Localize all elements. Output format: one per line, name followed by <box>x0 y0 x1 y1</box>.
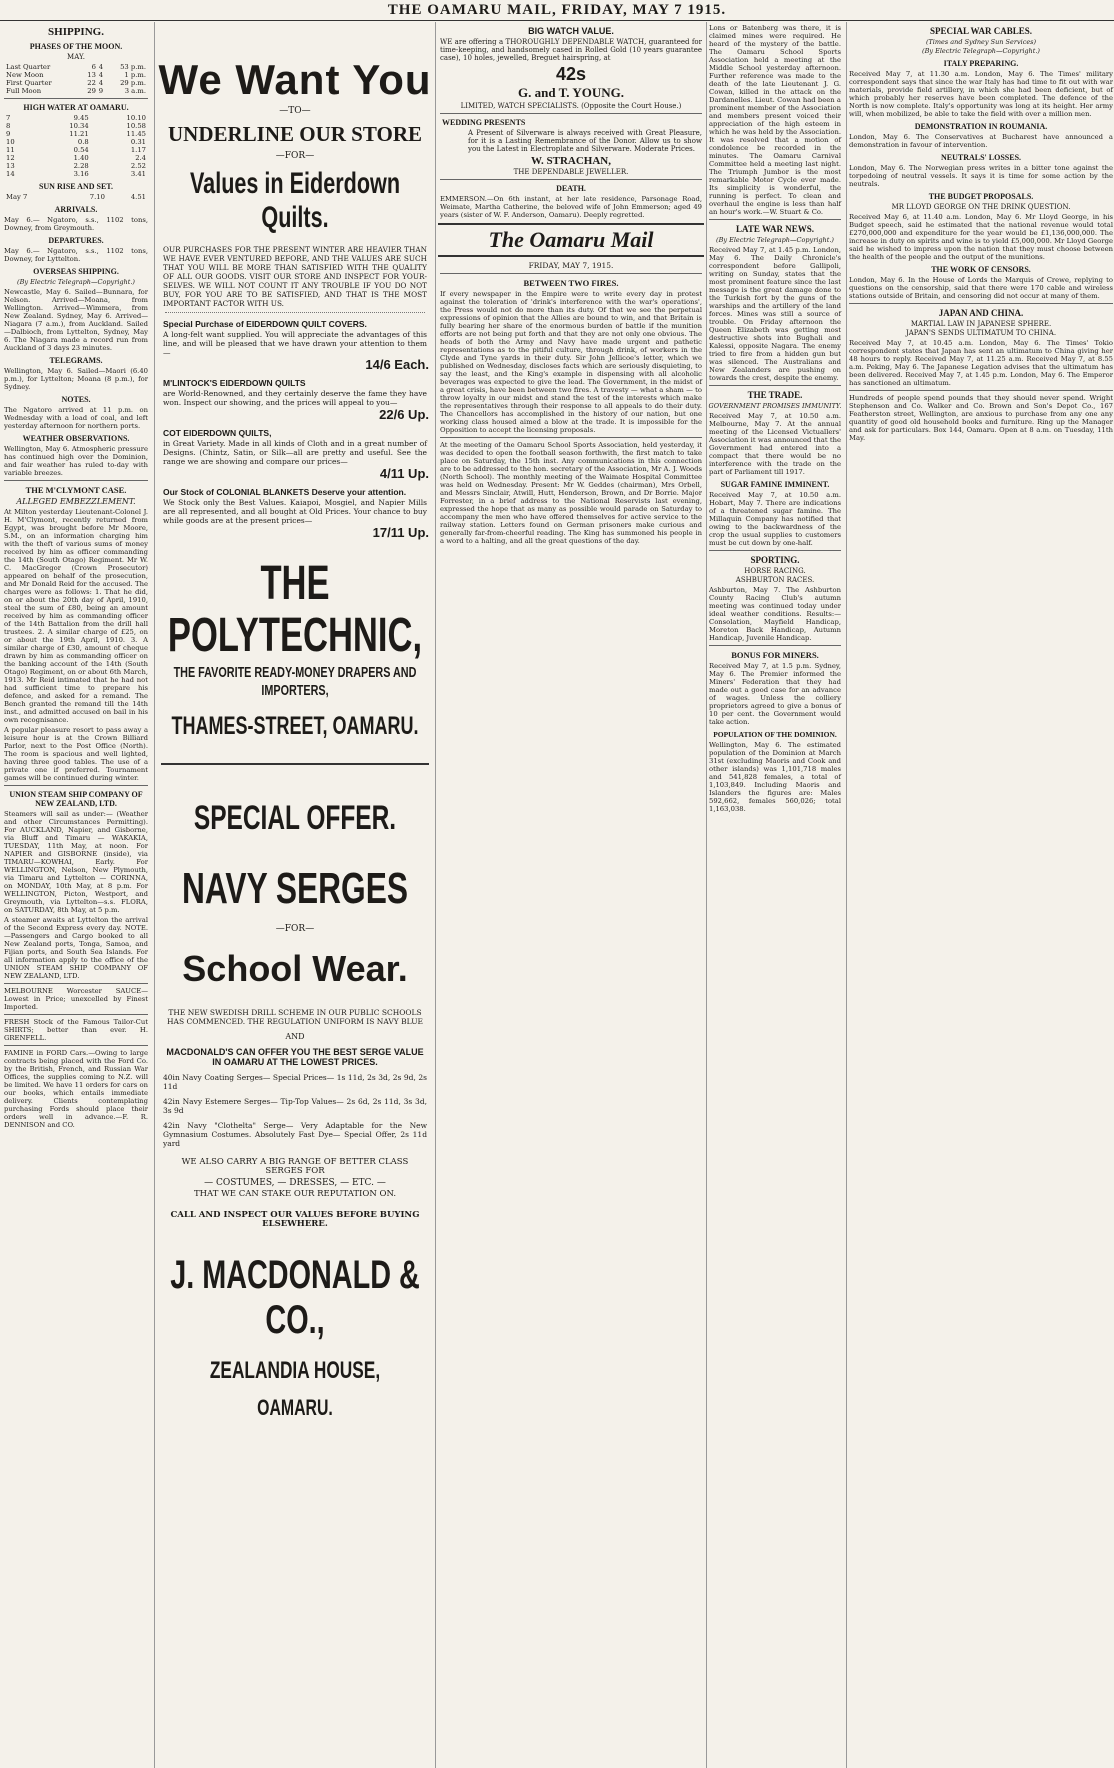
neutral-heading: NEUTRALS' LOSSES. <box>940 153 1022 162</box>
japan-text: Received May 7, at 10.45 a.m. London, May 6. The Times' Tokio correspondent states that Japan has sent an ultimatum to China giving her 48 hours to reply. Received May 7, at 11.25 a.m. Received May 7, at 8.55 a.m. Peking, May 6. The Japanese Legation advises that the ultimatum has been delivered. Received May 7, at 1.45 p.m. London, May 6. The Emperor has sanctioned an ultimatum. <box>849 339 1113 387</box>
item2-text: are World-Renowned, and they certainly deserve the fame they have won. Inspect our showing, and the prices will appeal to you— <box>163 389 427 407</box>
table-row <box>6 79 146 87</box>
table-row <box>6 170 146 178</box>
serge-line-2: 42in Navy Estemere Serges— Tip-Top Values— 2s 6d, 2s 11d, 3s 3d, 3s 9d <box>163 1097 427 1115</box>
young-name: G. and T. YOUNG. <box>518 85 624 100</box>
cables-heading: SPECIAL WAR CABLES. <box>929 26 1033 36</box>
tide-am: 2.28 <box>73 162 89 170</box>
death-heading: DEATH. <box>556 184 586 193</box>
watch-text: WE are offering a THOROUGHLY DEPENDABLE WATCH, guaranteed for time-keeping, and handsomely cased in Rolled Gold (10 years guarantee case), 10 holes, jewelled, Breguet hairspring, at <box>440 38 702 62</box>
table-row <box>6 63 146 71</box>
divider <box>4 983 148 984</box>
macdonald-name: J. MACDONALD & CO., <box>170 1253 420 1342</box>
fresh-ad: FRESH Stock of the Famous Tailor-Cut SHIRTS; better than ever. H. GRENFELL. <box>4 1018 148 1042</box>
sun-rise: 7.10 <box>89 193 105 201</box>
item2-price: 22/6 Up. <box>379 407 429 422</box>
navy-serges: NAVY SERGES <box>182 864 408 913</box>
case-sub: ALLEGED EMBEZZLEMENT. <box>16 497 136 506</box>
melbourne-ad: MELBOURNE Worcester SAUCE— Lowest in Price; unexcelled by Finest Imported. <box>4 987 148 1011</box>
death-text: EMMERSON.—On 6th instant, at her late residence, Parsonage Road, Weimate, Martha Catherine, the beloved wife of John Emmerson; aged 49 years (sister of W. F. Anderson, Oamaru). Deeply regretted. <box>440 195 702 219</box>
continued-text: Lons or Batenberg was there, it is claimed mines were required. He heard of the mystery of the battle. The Oamaru School Sports Association held a meeting at the Middle School yesterday afternoon. Further reference was made to the death of the late Lieutenant J. G. Cowan, killed in the attack on the Dardanelles. Lieut. Cowan had been a prominent member of the Association and members present voiced their appreciation of the high esteem in which he was held by the Association. It was resolved that a motion of condolence be recorded in the minutes. The Oamaru Carnival Committee held a meeting last night. The Triumph Jumbor is the most remarkable Motor Cycle ever made. Its simplicity is wonderful, the running is perfect. To clean and overhaul the engine is less than half an hour's work.—W. Stuart & Co. <box>709 24 841 216</box>
arrivals-heading: ARRIVALS. <box>54 205 98 214</box>
japan-heading: JAPAN AND CHINA. <box>938 308 1024 318</box>
moon-heading: PHASES OF THE MOON. <box>29 42 123 51</box>
table-row <box>6 162 146 170</box>
special-offer: SPECIAL OFFER. <box>193 799 397 837</box>
racing-text: Ashburton, May 7. The Ashburton County Racing Club's autumn meeting was continued today under ideal weather conditions. Results:— Consolation, Mayfield Handicap, Moreton Back Handicap, Autumn Handicap, Juvenile Handicap. <box>709 586 841 642</box>
divider <box>4 785 148 786</box>
case-text: At Milton yesterday Lieutenant-Colonel J. H. M'Clymont, recently returned from Egypt, was brought before Mr Moore, S.M., on an information charging him with the theft of various sums of money received by him as officer commanding the 14th (South Otago) Regiment. Mr W. C. MacGregor (Crown Prosecutor) appeared on behalf of the prosecution, and Mr Donald Reid for the accused. The charges were as follows: 1. That he did, on or about the 20th day of April, 1910, steal the sum of £80, being an amount received by him as commanding officer of the 14th Battalion from the drill hall trustees. 2. A similar charge of £25, on or about the 19th April, 1910. 3. A similar charge of £30, amount of cheque drawn by him as commanding officer on the banking account of the 14th (South Otago) Regiment, on or about 6th March, 1913. Mr Reid intimated that he had not had sufficient time to prepare his defence, and asked for a remand. The Bench granted the remand till the 14th inst., and admitted accused on bail in his own recognisance. <box>4 508 148 724</box>
tide-am: 10.34 <box>69 122 89 130</box>
table-row <box>6 154 146 162</box>
budget-sub: MR LLOYD GEORGE ON THE DRINK QUESTION. <box>891 203 1071 211</box>
divider <box>709 385 841 386</box>
moon-min: 1 p.m. <box>124 71 146 79</box>
population-text: Wellington, May 6. The estimated population of the Dominion at March 31st (excluding Maoris and Cook and other islands) was 1,101,718 males and 541,828 females, a total of 1,103,849. Including Maoris and Islanders the figures are: Males 592,662, females 560,026; total 1,163,038. <box>709 741 841 813</box>
romania-text: London, May 6. The Conservatives at Bucharest have announced a demonstration in favour of intervention. <box>849 133 1113 149</box>
item3-text: in Great Variety. Made in all kinds of Cloth and in a great number of Designs. (Chintz, Satin, or Silk—all are pretty and useful. See the range we are showing and compare our prices— <box>163 439 427 466</box>
store-name: THE POLYTECHNIC, <box>167 557 423 662</box>
table-row <box>6 71 146 79</box>
column-advertisements <box>154 22 436 1768</box>
tide-day: 14 <box>6 170 15 178</box>
telegrams-heading: TELEGRAMS. <box>49 356 103 365</box>
tide-day: 9 <box>6 130 11 138</box>
wedding-heading: WEDDING PRESENTS <box>442 118 526 127</box>
trade-sub: GOVERNMENT PROMISES IMMUNITY. <box>708 402 842 410</box>
item3-price: 4/11 Up. <box>379 466 429 481</box>
tide-pm: 2.4 <box>135 154 146 162</box>
sun-table <box>6 193 146 201</box>
local-news-text: At the meeting of the Oamaru School Sports Association, held yesterday, it was decided to open the football season forthwith, the first match to take place on Saturday, the 15th inst. Any communications in this connection are to be addressed to the hon. secretary of the Association, Mr A. J. Woods (North School). The monthly meeting of the Waimate Hospital Committee was held on Wednesday. Present: Mr W. Geddes (chairman), Mrs Orbell, and Messrs Sinclair, Atwill, Hutt, Henderson, Brown, and Dr Borrie. Major Forrester, in a brief address to the National Reservists last evening, expressed the hope that as many as possible would parade on Saturday to accompany the men who have offered themselves for active service to the railway station. Letters found on German prisoners make curious and generally far-from-cheerful reading. The King has summoned his people in a word to a halting, and all the great questions of the day. <box>440 441 702 545</box>
notes-text: The Ngatoro arrived at 11 p.m. on Wednesday with a load of coal, and left yesterday afternoon for northern ports. <box>4 406 148 430</box>
range-text: WE ALSO CARRY A BIG RANGE OF BETTER CLASS SERGES FOR <box>181 1157 409 1176</box>
departures-text: May 6.— Ngatoro, s.s., 1102 tons, Downey, for Lyttelton. <box>4 247 148 263</box>
sun-heading: SUN RISE AND SET. <box>38 182 114 191</box>
moon-hour: 4 <box>98 63 104 71</box>
italy-heading: ITALY PREPARING. <box>943 59 1019 68</box>
wedding-text: A Present of Silverware is always received with Great Pleasure, for it is a Lasting Remembrance of the Donor. Allow us to show you the Latest in Electroplate and Silverware. Moderate Prices. <box>468 129 702 153</box>
notes-heading: NOTES. <box>61 395 91 404</box>
cables-sub-2: (By Electric Telegraph—Copyright.) <box>922 47 1040 55</box>
moon-day: 6 <box>91 63 96 71</box>
masthead <box>0 0 1114 21</box>
shipping-heading: SHIPPING. <box>48 26 104 38</box>
moon-month: MAY. <box>67 53 85 61</box>
table-row <box>6 122 146 130</box>
paper-name: The Oamaru Mail <box>438 223 704 257</box>
serge-line-1: 40in Navy Coating Serges— Special Prices— 1s 11d, 2s 3d, 2s 9d, 2s 11d <box>163 1073 427 1091</box>
item3-heading: COT EIDERDOWN QUILTS, <box>163 428 272 438</box>
budget-text: Received May 6, at 11.40 a.m. London, May 6. Mr Lloyd George, in his Budget speech, said he estimated that the national revenue would total £270,000,000 and expenditure for the year would be £1,136,000,000. The increase in duty on spirits and wine is to yield £5,000,000. Mr Lloyd George said he wished to impress upon the nation that they must choose between the health of the people and the output of the munitions. <box>849 213 1113 261</box>
paper-date: FRIDAY, MAY 7, 1915. <box>528 261 614 270</box>
tide-am: 9.45 <box>73 114 89 122</box>
sun-set: 4.51 <box>130 193 146 201</box>
late-war-heading: LATE WAR NEWS. <box>736 224 814 234</box>
inspect-text: CALL AND INSPECT OUR VALUES BEFORE BUYING ELSEWHERE. <box>170 1210 420 1229</box>
overseas-text: Newcastle, May 6. Sailed—Bunnara, for Nelson. Arrived—Moana, from Wellington. Arrived—Wimmera, from New Zealand. Sydney, May 6. Arrived—Niagara (7 a.m.), from Auckland. Sailed—Dalbioch, from Lyttelton, Sydney, May 6. The Niagara made a record run from Auckland of 3 days 23 minutes. <box>4 288 148 352</box>
arrivals-text: May 6.— Ngatoro, s.s., 1102 tons, Downey, from Greymouth. <box>4 216 148 232</box>
racing-heading: HORSE RACING. <box>744 567 806 575</box>
table-row <box>6 193 146 201</box>
tide-day: 13 <box>6 162 15 170</box>
sun-date: May 7 <box>6 193 28 201</box>
item4-text: We Stock only the Best Values. Kaiapoi, Mosgiel, and Napier Mills are all represented, and all bought at Old Prices. Your chance to buy while goods are at the present prices— <box>163 498 427 525</box>
tide-pm: 3.41 <box>130 170 146 178</box>
japan-sub-2: JAPAN'S SENDS ULTIMATUM TO CHINA. <box>905 329 1057 337</box>
moon-min: 3 a.m. <box>124 87 146 95</box>
table-row <box>6 87 146 95</box>
population-heading: POPULATION OF THE DOMINION. <box>713 730 837 739</box>
bonus-heading: BONUS FOR MINERS. <box>731 650 819 660</box>
costumes-text: — COSTUMES, — DRESSES, — ETC. — <box>204 1178 386 1188</box>
divider <box>4 480 148 481</box>
divider <box>4 1045 148 1046</box>
table-row <box>6 138 146 146</box>
strachan-sub: THE DEPENDABLE JEWELLER. <box>513 168 629 176</box>
column-war-cables <box>846 22 1114 1768</box>
moon-min: 29 p.m. <box>120 79 146 87</box>
to-label: —TO— <box>279 106 311 116</box>
table-row <box>6 114 146 122</box>
serge-line-3: 42in Navy "Clothelta" Serge— Very Adaptable for the New Gymnasium Costumes. Absolutely Fast Dye— Special Offer, 2s 11d yard <box>163 1121 427 1148</box>
tide-pm: 2.52 <box>130 162 146 170</box>
moon-phase: Full Moon <box>6 87 42 95</box>
oamaru-label: OAMARU. <box>257 1395 333 1420</box>
tide-pm: 11.45 <box>126 130 146 138</box>
table-row <box>6 146 146 154</box>
overseas-heading: OVERSEAS SHIPPING. <box>33 267 119 276</box>
divider <box>849 303 1113 304</box>
italy-text: Received May 7, at 11.30 a.m. London, May 6. The Times' military correspondent says that since the war Italy has had time to fit out with war materials, provide field artillery, in which she had been deficient, but of which probably her reserves have been completed. The defence of the North is now complete. Italy's opportunity was long at its height. Her army will, when mobilized, be able to take the field with over a million men. <box>849 70 1113 118</box>
item1-heading: Special Purchase of EIDERDOWN QUILT COVERS. <box>163 319 367 329</box>
moon-min: 53 p.m. <box>120 63 146 71</box>
tide-am: 0.8 <box>77 138 89 146</box>
censor-heading: THE WORK OF CENSORS. <box>931 265 1031 274</box>
and-label: AND <box>285 1032 305 1041</box>
divider <box>709 219 841 220</box>
table-row <box>6 130 146 138</box>
divider <box>4 98 148 99</box>
tide-heading: HIGH WATER AT OAMARU. <box>23 103 129 112</box>
departures-heading: DEPARTURES. <box>48 236 104 245</box>
ashburton-heading: ASHBURTON RACES. <box>735 576 815 584</box>
moon-phase: Last Quarter <box>6 63 51 71</box>
late-war-sub: (By Electric Telegraph—Copyright.) <box>716 236 834 244</box>
tide-day: 11 <box>6 146 15 154</box>
trade-heading: THE TRADE. <box>747 390 803 400</box>
for-label-2: —FOR— <box>275 924 315 934</box>
watch-price: 42s <box>555 64 587 84</box>
masthead-title: THE OAMARU MAIL, FRIDAY, MAY 7 1915. <box>387 1 727 18</box>
item2-heading: M'LINTOCK'S EIDERDOWN QUILTS <box>163 378 306 388</box>
tide-am: 11.21 <box>69 130 89 138</box>
moon-table <box>6 63 146 95</box>
moon-hour: 4 <box>98 79 104 87</box>
usco-text: Steamers will sail as under:— (Weather and other Circumstances Permitting). For AUCKLAND, Napier, and Gisborne, via Bluff and Timaru — WAKAKIA, TUESDAY, 11th May, at noon. For NAPIER and GISBORNE (inside), via TIMARU—KOWHAI, Early. For WELLINGTON, Nelson, New Plymouth, via Timaru and Lyttelton — CORINNA, on MONDAY, 10th May, at 8 p.m. For WELLINGTON, Picton, Westport, and Greymouth, via Lyttelton—s.s. FLORA, on SATURDAY, 8th May, at 5 p.m. <box>4 810 148 914</box>
bonus-text: Received May 7, at 1.5 p.m. Sydney, May 6. The Premier informed the Miners' Federation that they had made out a good case for an advance of wages. Unless the colliery proprietors agreed to give a bonus of 10 per cent. the Government would take action. <box>709 662 841 726</box>
steamer-text: A steamer awaits at Lyttelton the arrival of the Second Express every day. NOTE.—Passengers and Cargo booked to all New Zealand ports, Tonga, Samoa, and Fijian ports, and South Sea Islands. For all information apply to the office of the UNION STEAM SHIP COMPANY OF NEW ZEALAND, LTD. <box>4 916 148 980</box>
divider <box>440 273 702 274</box>
moon-day: 29 <box>87 87 96 95</box>
overseas-sub: (By Electric Telegraph—Copyright.) <box>17 278 135 286</box>
romania-heading: DEMONSTRATION IN ROUMANIA. <box>914 122 1048 131</box>
for-label: —FOR— <box>275 151 315 161</box>
telegrams-text: Wellington, May 6. Sailed—Maori (6.40 p.m.), for Lyttelton; Moana (8 p.m.), for Sydney. <box>4 367 148 391</box>
weather-text: Wellington, May 6. Atmospheric pressure has continued high over the Dominion, and fair weather has ruled to-day with variable breezes. <box>4 445 148 477</box>
tide-day: 7 <box>6 114 11 122</box>
sugar-text: Received May 7, at 10.50 a.m. Hobart, May 7. There are indications of a threatened sugar famine. The Millaquin Company has notified that owing to the backwardness of the crop the usual supplies to customers must be cut down by one-half. <box>709 491 841 547</box>
moon-hour: 9 <box>98 87 104 95</box>
young-sub: LIMITED, WATCH SPECIALISTS. (Opposite the Court House.) <box>460 102 682 110</box>
sporting-heading: SPORTING. <box>750 555 800 565</box>
wanted-text: Hundreds of people spend pounds that they should never spend. Wright Stephenson and Co. Walker and Co. Brown and Son's Depot Co., 167 Featherston street, Wellington, are anxious to purchase from any one any quantity of good old household books and furniture. Ring up the Manager and ask for particulars. Box 144, Oamaru. Open at 8 a.m. on Tuesday, 11th May. <box>849 394 1113 442</box>
item1-price: 14/6 Each. <box>365 357 429 372</box>
moon-phase: First Quarter <box>6 79 52 87</box>
moon-hour: 4 <box>98 71 104 79</box>
divider <box>849 390 1113 391</box>
cables-sub: (Times and Sydney Sun Services) <box>925 38 1037 46</box>
case-heading: THE M'CLYMONT CASE. <box>25 485 127 495</box>
item4-heading: Our Stock of COLONIAL BLANKETS Deserve your attention. <box>163 487 407 497</box>
zealandia-house: ZEALANDIA HOUSE, <box>209 1357 381 1384</box>
usco-heading: UNION STEAM SHIP COMPANY OF NEW ZEALAND, LTD. <box>9 790 143 808</box>
school-wear: School Wear. <box>182 948 408 989</box>
watch-heading: BIG WATCH VALUE. <box>528 26 614 36</box>
moon-day: 13 <box>87 71 96 79</box>
column-news <box>438 22 704 1768</box>
reputation-text: THAT WE CAN STAKE OUR REPUTATION ON. <box>193 1189 397 1199</box>
item4-price: 17/11 Up. <box>372 525 429 540</box>
underline-headline: UNDERLINE OUR STORE <box>168 122 422 146</box>
divider <box>161 763 429 765</box>
tide-pm: 0.31 <box>130 138 146 146</box>
column-war-news <box>706 22 843 1768</box>
column-shipping <box>2 22 150 1768</box>
tide-pm: 10.10 <box>126 114 146 122</box>
store-address: THAMES-STREET, OAMARU. <box>171 712 419 740</box>
divider <box>709 645 841 646</box>
store-tagline: THE FAVORITE READY-MONEY DRAPERS AND IMPORTERS, <box>173 664 417 699</box>
japan-sub: MARTIAL LAW IN JAPANESE SPHERE. <box>910 320 1052 328</box>
hero-headline: We Want You <box>158 56 432 103</box>
pool-text: A popular pleasure resort to pass away a leisure hour is at the Crown Billiard Parlor, next to the Post Office (North). The room is spacious and well lighted, having three good tables. The use of a private one if preferred. Tournament games will be continued during winter. <box>4 726 148 782</box>
late-war-text: Received May 7, at 1.45 p.m. London, May 6. The Daily Chronicle's correspondent before Gallipoli, writing on Sunday, states that the most prominent feature since the last message is the great damage done to the Turkish fort by the guns of the warships and the artillery of the land forces. Mines was still a source of trouble. On Friday afternoon the Queen Elizabeth was getting most destructive shots into Bughali and Kalessi, opposite Nagara. The enemy tried to fire from a hidden gun but was silenced. The Australians and New Zealanders are pushing on towards the crest, despite the enemy. <box>709 246 841 382</box>
budget-heading: THE BUDGET PROPOSALS. <box>928 192 1034 201</box>
trade-text: Received May 7, at 10.50 a.m. Melbourne, May 7. At the annual meeting of the Licensed Victuallers' Association it was announced that the Government had entered into a compact that there would be no interference with the trade on the part of Parliament till 1917. <box>709 412 841 476</box>
weather-heading: WEATHER OBSERVATIONS. <box>22 434 130 443</box>
divider <box>440 437 702 438</box>
item1-text: A long-felt want supplied. You will appreciate the advantages of this line, and will be pleased that we have drawn your attention to them— <box>163 330 427 357</box>
editorial-heading: BETWEEN TWO FIRES. <box>523 278 619 288</box>
tide-am: 1.40 <box>73 154 89 162</box>
tide-am: 0.54 <box>73 146 89 154</box>
censor-text: London, May 6. In the House of Lords the Marquis of Crewe, replying to questions on the censorship, said that there were 170 cable and wireless stations outside of Britain, and censoring did not occur at many of them. <box>849 276 1113 300</box>
tide-am: 3.16 <box>73 170 89 178</box>
moon-phase: New Moon <box>6 71 44 79</box>
sugar-heading: SUGAR FAMINE IMMINENT. <box>720 480 830 489</box>
values-headline: Values in Eiderdown Quilts. <box>189 167 401 234</box>
strachan-name: W. STRACHAN, <box>531 155 611 167</box>
tide-day: 10 <box>6 138 15 146</box>
tide-pm: 1.17 <box>130 146 146 154</box>
divider <box>440 179 702 180</box>
famine-ad: FAMINE in FORD Cars.—Owing to large contracts being placed with the Ford Co. by the British, French, and Russian War Offices, the supplies coming to N.Z. will be limited. We have 11 orders for cars on our books, which entails immediate delivery. Clients contemplating purchasing Fords should place their orders well in advance.—F. R. DENNISON and CO. <box>4 1049 148 1129</box>
drill-text: THE NEW SWEDISH DRILL SCHEME IN OUR PUBLIC SCHOOLS HAS COMMENCED. THE REGULATION UNIFORM IS NAVY BLUE <box>167 1008 423 1026</box>
intro-text: OUR PURCHASES FOR THE PRESENT WINTER ARE HEAVIER THAN WE HAVE EVER VENTURED BEFORE, AND THE VALUES ARE SUCH THAT YOU WILL BE MORE THAN SATISFIED WITH THE QUALITY OF ALL OUR GOODS. VISIT OUR STORE AND INSPECT FOR YOUR-SELVES. WE WILL NOT COUNT IT ANY TROUBLE IF YOU DO NOT BUY, FOR YOU ARE TO BE SATISFIED, AND THAT IS THE MOST IMPORTANT FACTOR WITH US. <box>163 245 427 308</box>
editorial-text: If every newspaper in the Empire were to write every day in protest against the toleration of 'drink's interference with the war's operations', the Press would not do more than its duty. Of that we see the perpetual expressions of opinion that the Allies are bound to win, and that Britain is fully bearing her share of the enormous burden of battle if the munition efforts are not being put forth and that they are not only one obvious. The heads of both the Army and Navy have made urgent and pathetic representations as to the pitiful culture, through drink, of workers in the Clyde and Tyne yards in their duty. Sir John Jellicoe's letter, which we published on Wednesday, discloses facts which are seriously disquieting, to say the least, and the King's example in dispensing with all alcoholic beverages was expected to give the lead. The Government, in the midst of a great crisis, have been between two fires. A travesty — what a sham — to throw loyalty in our midst and stand the test of the interests which make the representatives through their response to all appeals to do their duty. The Chancellors has accomplished in the history of our nation, but one working class housed aimed a blow at the trade. It is impossible for the Opposition to accept the licensing proposals. <box>440 290 702 434</box>
neutral-text: London, May 6. The Norwegian press writes in a bitter tone against the torpedoing of neutral vessels. It says it is time for some action by the neutrals. <box>849 164 1113 188</box>
moon-day: 22 <box>87 79 96 87</box>
tide-day: 12 <box>6 154 15 162</box>
divider <box>709 550 841 551</box>
tide-day: 8 <box>6 122 11 130</box>
tide-pm: 10.58 <box>126 122 146 130</box>
divider <box>4 1014 148 1015</box>
divider <box>440 113 702 114</box>
tide-table <box>6 114 146 178</box>
macd-offer: MACDONALD'S CAN OFFER YOU THE BEST SERGE VALUE IN OAMARU AT THE LOWEST PRICES. <box>166 1047 424 1067</box>
divider <box>165 312 425 313</box>
